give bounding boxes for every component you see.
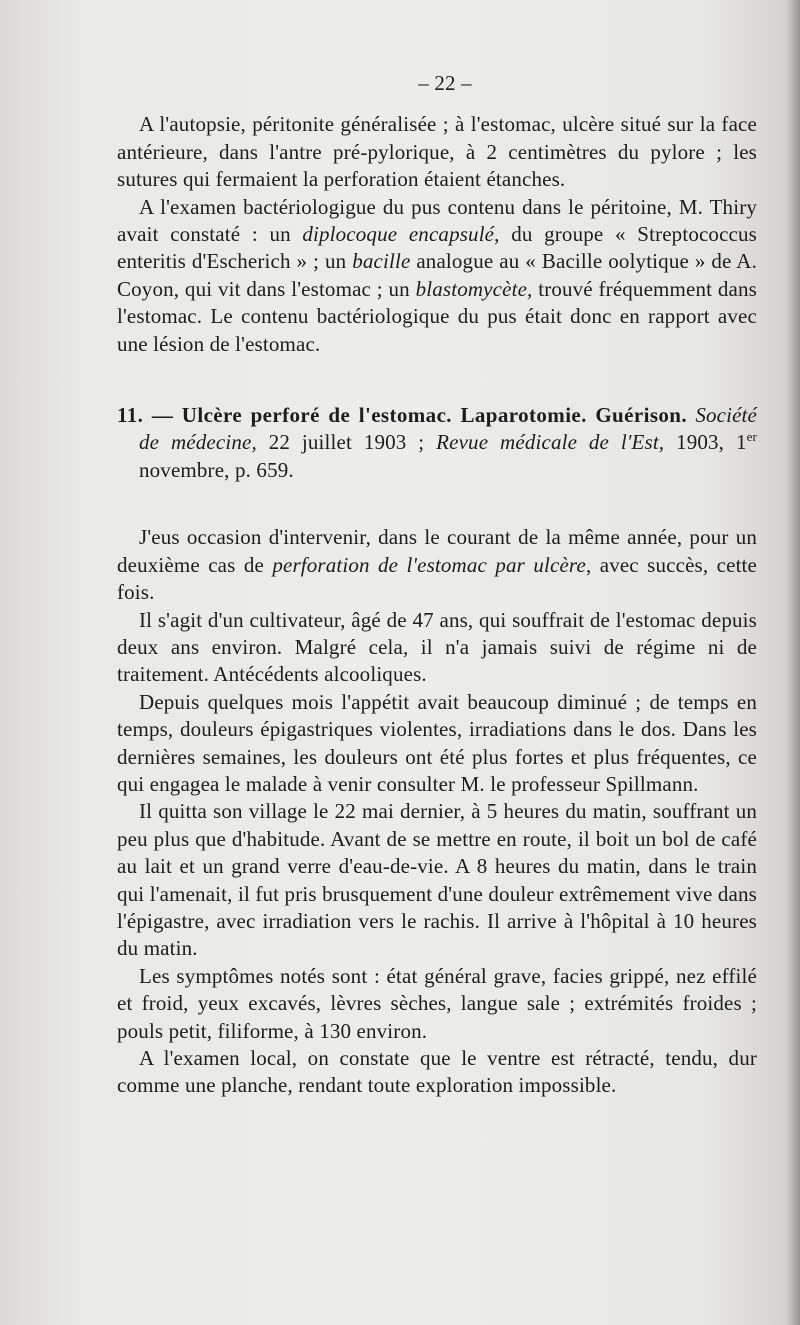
bacteriology-italic-blastomycete: blastomycète, [415,276,533,301]
case-ref-society: Société de médecine, [139,403,758,455]
paragraph-symptoms: Les symptômes notés sont : état général grave, facies grippé, nez effilé et froid, yeux excavés, lèvres sèches, langue sale ; extrémités froides ; pouls petit, filiforme, à 130 environ. [117,963,757,1043]
case-title: Ulcère perforé de l'estomac. Laparotomie. Guérison. [181,403,688,428]
section-gap-2 [117,484,757,524]
case-number: 11. [117,403,144,428]
occasion-text-2: , avec succès, cette fois. [117,552,758,605]
occasion-italic-perforation: perforation de l'estomac par ulcère [272,552,586,577]
case-dash: — [143,403,182,428]
bacteriology-text-3: analogue au « Bacille oolytique » de A. Coyon, qui vit dans l'estomac ; un [117,249,758,301]
page-number: – 22 – [418,71,472,95]
bacteriology-italic-bacille: bacille [352,249,411,274]
bacteriology-italic-diplocoque: diplocoque encapsulé [302,222,495,247]
occasion-text-1: J'eus occasion d'intervenir, dans le courant de la même année, pour un deuxième cas de [117,525,757,577]
paragraph-bacteriology [117,194,757,358]
bacteriology-text-4: trouvé fréquemment dans l'estomac. Le contenu bactériologique du pus était donc en rapport avec une lésion de l'estomac. [117,276,757,356]
paragraph-occasion [117,524,757,606]
paragraph-onset: Il quitta son village le 22 mai dernier, à 5 heures du matin, souffrant un peu plus que d'habitude. Avant de se mettre en route, il boit un bol de café au lait et un grand verre d'eau-de-vie. A 8 heures du matin, dans le train qui l'amenait, il fut pris brusquement d'une douleur extrêmement vive dans l'épigastre, avec irradiation vers le rachis. Il arrive à l'hôpital à 10 heures du matin. [117,799,757,961]
paragraph-autopsy: A l'autopsie, péritonite généralisée ; à l'estomac, ulcère situé sur la face antérieure, dans l'antre pré-pylorique, à 2 centimètres du pylore ; les sutures qui fermaient la perforation étaient étanches. [117,112,757,192]
case-ref-date: 22 juillet 1903 ; [256,430,437,455]
page-text-block [117,70,757,1100]
case-ref-superscript: er [746,429,758,445]
case-ref-journal: Revue médicale de l'Est, [436,430,665,455]
case-heading [117,402,757,484]
bacteriology-text-2: , du groupe « Streptococcus enteritis d'Escherich » ; un [117,222,757,274]
section-gap [117,358,757,402]
page-edge-shadow [786,0,800,1325]
paragraph-patient: Il s'agit d'un cultivateur, âgé de 47 ans, qui souffrait de l'estomac depuis deux ans environ. Malgré cela, il n'a jamais suivi de régime ni de traitement. Antécédents alcooliques. [117,607,757,687]
paragraph-history: Depuis quelques mois l'appétit avait beaucoup diminué ; de temps en temps, douleurs épigastriques violentes, irradiations dans le dos. Dans les dernières semaines, les douleurs ont été plus fortes et plus fréquentes, ce qui engagea le malade à venir consulter M. le professeur Spillmann. [117,689,757,796]
case-ref-year: 1903, 1 [664,430,747,455]
bacteriology-text-1: A l'examen bactériologigue du pus contenu dans le péritoine, M. Thiry avait constaté : un [117,194,757,247]
paragraph-exam: A l'examen local, on constate que le ventre est rétracté, tendu, dur comme une planche, rendant toute exploration impossible. [117,1046,757,1098]
case-ref-page: novembre, p. 659. [139,457,294,482]
